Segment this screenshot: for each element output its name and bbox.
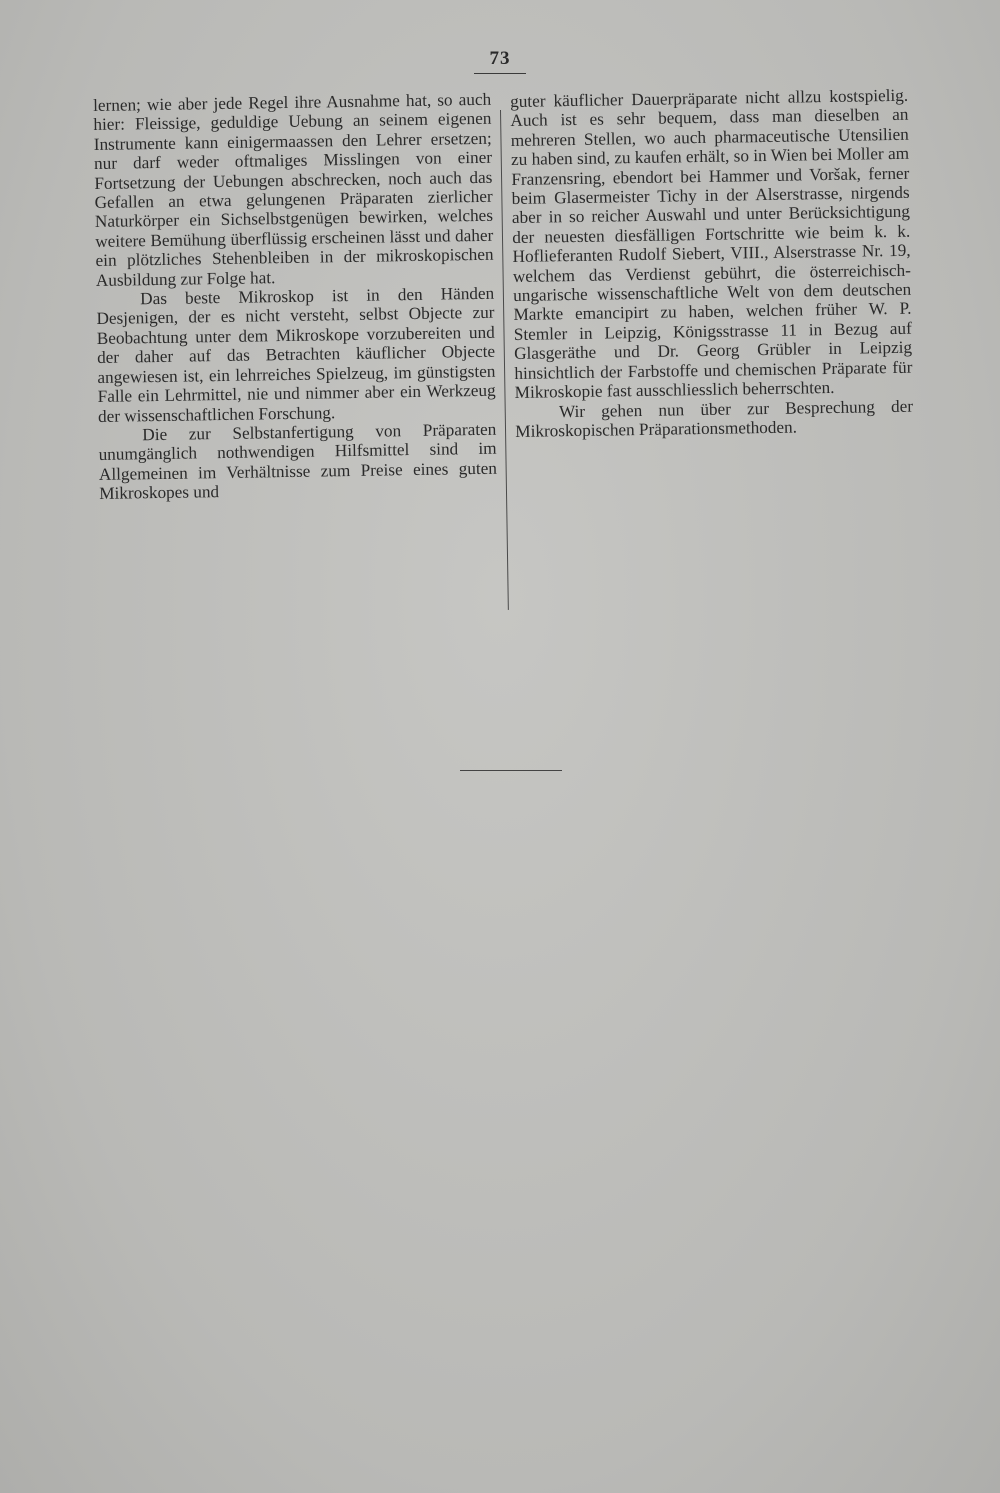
right-column (510, 86, 913, 442)
left-column (93, 90, 497, 504)
paragraph: Das beste Mikroskop ist in den Händen Desjenigen, der es nicht versteht, selbst Objecte zur Beobachtung unter dem Mikroskope vorzubereiten und der daher auf das Betrachten käuflicher Objecte angewiesen ist, ein lehrreiches Spielzeug, im günstigsten Falle ein Lehrmittel, nie und nimmer aber ein Werkzeug der wissenschaftlichen Forschung. (96, 283, 496, 426)
page-number: 73 (489, 48, 511, 69)
paragraph: Die zur Selbstanfertigung von Präparaten unumgänglich nothwendigen Hilfsmittel sind im Allgemeinen im Verhältnisse zum Preise eines guten Mikroskopes und (98, 419, 498, 504)
page-number-underline (474, 73, 526, 74)
column-divider (500, 110, 509, 610)
end-rule (460, 770, 562, 771)
paragraph: lernen; wie aber jede Regel ihre Ausnahme hat, so auch hier: Fleissige, geduldige Uebung an seinem eigenen Instrumente kann einigermaassen den Lehrer ersetzen; nur darf weder oftmaliges Misslingen von einer Fortsetzung der Uebungen abschrecken, noch auch das Gefallen an etwa gelungenen Präparaten zierlicher Naturkörper ein Sichselbstgenügen bewirken, welches weitere Bemühung überflüssig erscheinen lässt und daher ein plötzliches Stehenbleiben in der mikroskopischen Ausbildung zur Folge hat. (93, 89, 494, 290)
paragraph: Wir gehen nun über zur Besprechung der Mikroskopischen Präparationsmethoden. (515, 396, 914, 441)
paragraph: guter käuflicher Dauerpräparate nicht allzu kostspielig. Auch ist es sehr bequem, dass man dieselben an mehreren Stellen, wo auch pharmaceutische Utensilien zu haben sind, zu kaufen erhält, so in Wien bei Moller am Franzensring, ebendort bei Hammer und Voršak, ferner beim Glasermeister Tichy in der Alserstrasse, nirgends aber in so reicher Auswahl und unter Berücksichtigung der neuesten diesfälligen Fortschritte wie beim k. k. Hoflieferanten Rudolf Siebert, VIII., Alserstrasse Nr. 19, welchem das Verdienst gebührt, die österreichisch-ungarische wissenschaftliche Welt von dem deutschen Markte emancipirt zu haben, welchen früher W. P. Stemler in Leipzig, Königsstrasse 11 in Bezug auf Glasgeräthe und Dr. Georg Grübler in Leipzig hinsichtlich der Farbstoffe und chemischen Präparate für Mikroskopie fast ausschliesslich beherrschten. (510, 85, 913, 403)
